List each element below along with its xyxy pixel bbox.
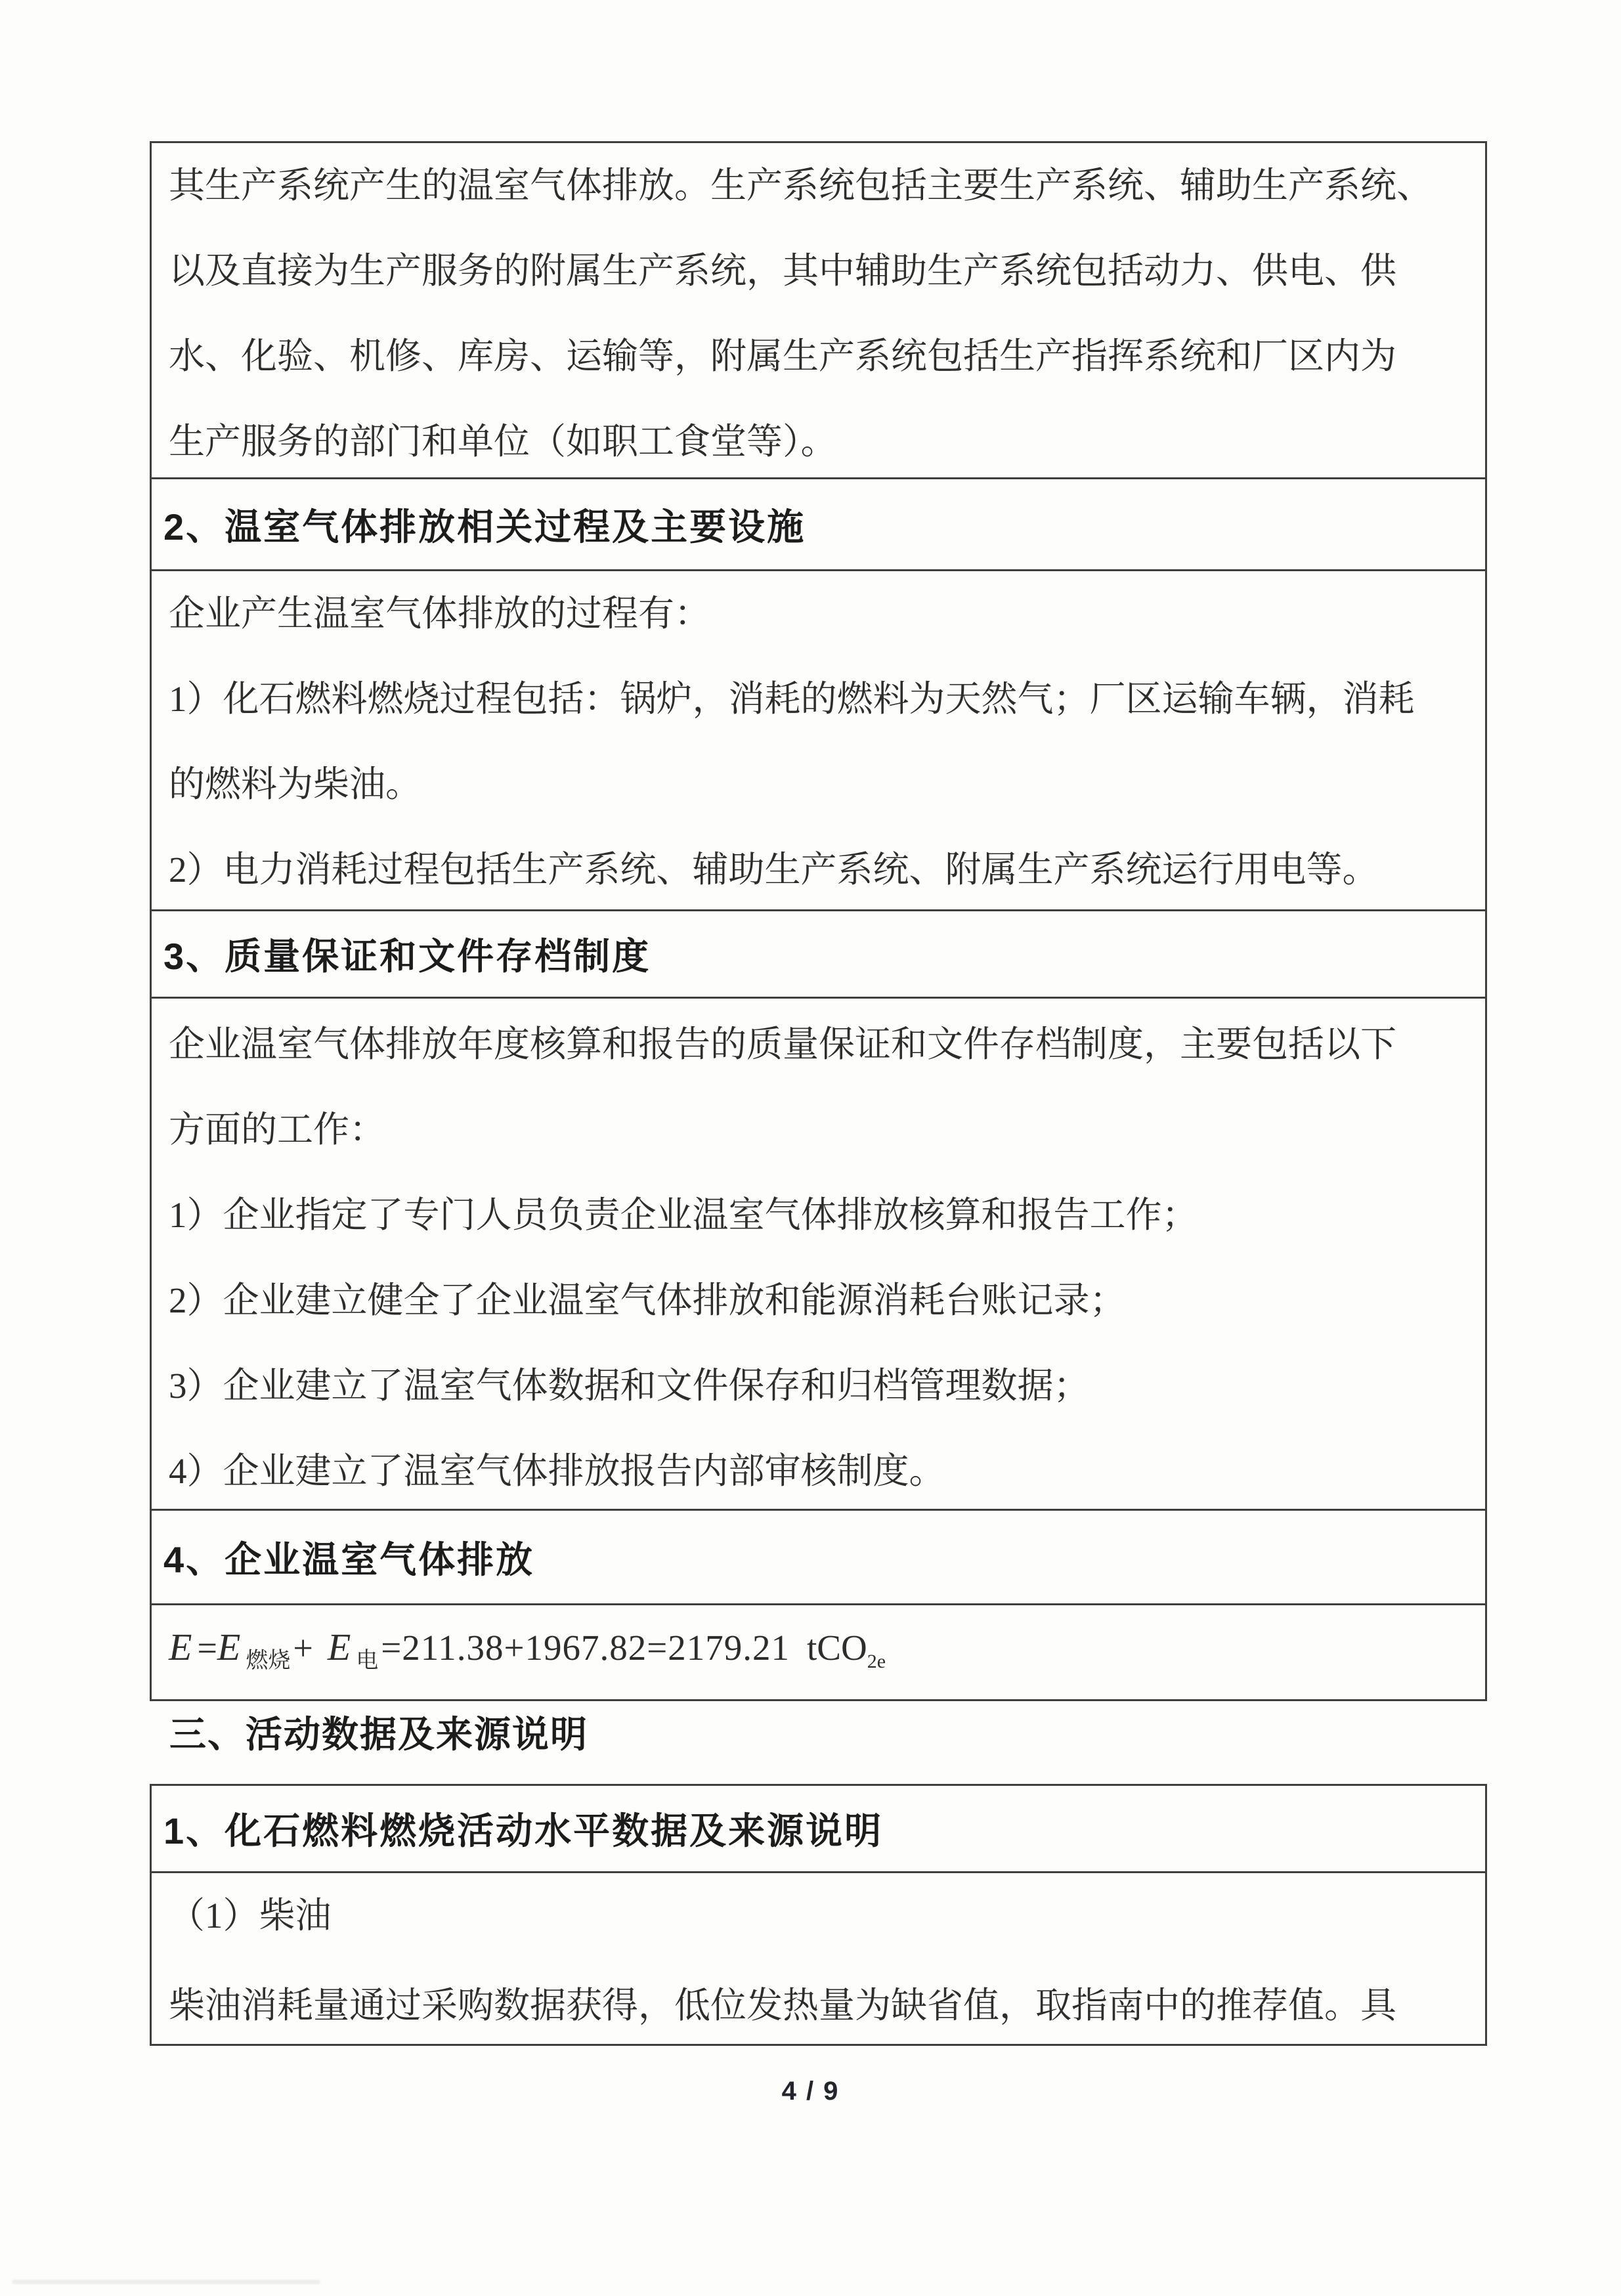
paragraph-line: 以及直接为生产服务的附属生产系统，其中辅助生产系统包括动力、供电、供 — [169, 251, 1397, 291]
paragraph-line: 企业温室气体排放年度核算和报告的质量保证和文件存档制度，主要包括以下 — [169, 1024, 1397, 1064]
table-row-emission-formula — [152, 1605, 1485, 1699]
paragraph-line: 1）化石燃料燃烧过程包括：锅炉，消耗的燃料为天然气；厂区运输车辆，消耗 — [169, 679, 1415, 719]
formula-unit-subscript: 2e — [867, 1651, 886, 1672]
paragraph-line: 的燃料为柴油。 — [169, 764, 422, 804]
ghg-report-table — [150, 141, 1487, 1701]
section-header-label: 3、质量保证和文件存档制度 — [163, 936, 651, 977]
activity-data-table — [150, 1784, 1487, 2046]
table-row-diesel-detail — [152, 1873, 1485, 2044]
table-row-header-process — [152, 479, 1485, 571]
paragraph-line: 其生产系统产生的温室气体排放。生产系统包括主要生产系统、辅助生产系统、 — [169, 165, 1433, 206]
formula-combustion-E: E — [217, 1626, 241, 1668]
section-heading-activity-data: 三、活动数据及来源说明 — [169, 1714, 588, 1755]
section-header-label: 2、温室气体排放相关过程及主要设施 — [163, 506, 806, 548]
page-number: 4 / 9 — [781, 2077, 840, 2106]
formula-total-E: E — [169, 1626, 192, 1668]
formula-plus: + — [293, 1628, 313, 1668]
section-header-label: 4、企业温室气体排放 — [163, 1538, 535, 1580]
paragraph-line: 4）企业建立了温室气体排放报告内部审核制度。 — [169, 1451, 945, 1491]
table-row-quality-detail — [152, 999, 1485, 1511]
paragraph-line: 生产服务的部门和单位（如职工食堂等）。 — [169, 422, 837, 462]
formula-equals: = — [197, 1628, 217, 1668]
scan-artifact — [12, 2280, 320, 2284]
fuel-item-description: 柴油消耗量通过采购数据获得，低位发热量为缺省值，取指南中的推荐值。具 — [169, 1985, 1397, 2025]
formula-electricity-E: E — [327, 1626, 351, 1668]
formula-electricity-subscript: 电 — [356, 1649, 379, 1673]
table-row-production-system-intro — [152, 143, 1485, 479]
formula-result-values: =211.38+1967.82=2179.21 — [381, 1628, 790, 1668]
paragraph-line: 3）企业建立了温室气体数据和文件保存和归档管理数据； — [169, 1366, 1090, 1406]
formula-combustion-subscript: 燃烧 — [246, 1649, 291, 1673]
table-row-process-detail — [152, 571, 1485, 911]
table-row-header-quality — [152, 911, 1485, 999]
paragraph-line: 2）企业建立健全了企业温室气体排放和能源消耗台账记录； — [169, 1280, 1126, 1320]
paragraph-line: 1）企业指定了专门人员负责企业温室气体排放核算和报告工作； — [169, 1195, 1198, 1235]
paragraph-line: 方面的工作： — [169, 1110, 386, 1150]
section-header-label: 1、化石燃料燃烧活动水平数据及来源说明 — [163, 1810, 884, 1852]
table-row-header-emission — [152, 1511, 1485, 1605]
paragraph-line: 2）电力消耗过程包括生产系统、辅助生产系统、附属生产系统运行用电等。 — [169, 850, 1379, 890]
formula-unit: tCO — [807, 1628, 867, 1668]
table-row-header-fossil-fuel — [152, 1786, 1485, 1873]
paragraph-line: 水、化验、机修、库房、运输等，附属生产系统包括生产指挥系统和厂区内为 — [169, 336, 1397, 376]
paragraph-line: 企业产生温室气体排放的过程有： — [169, 594, 711, 634]
fuel-item-label: （1）柴油 — [169, 1895, 332, 1936]
